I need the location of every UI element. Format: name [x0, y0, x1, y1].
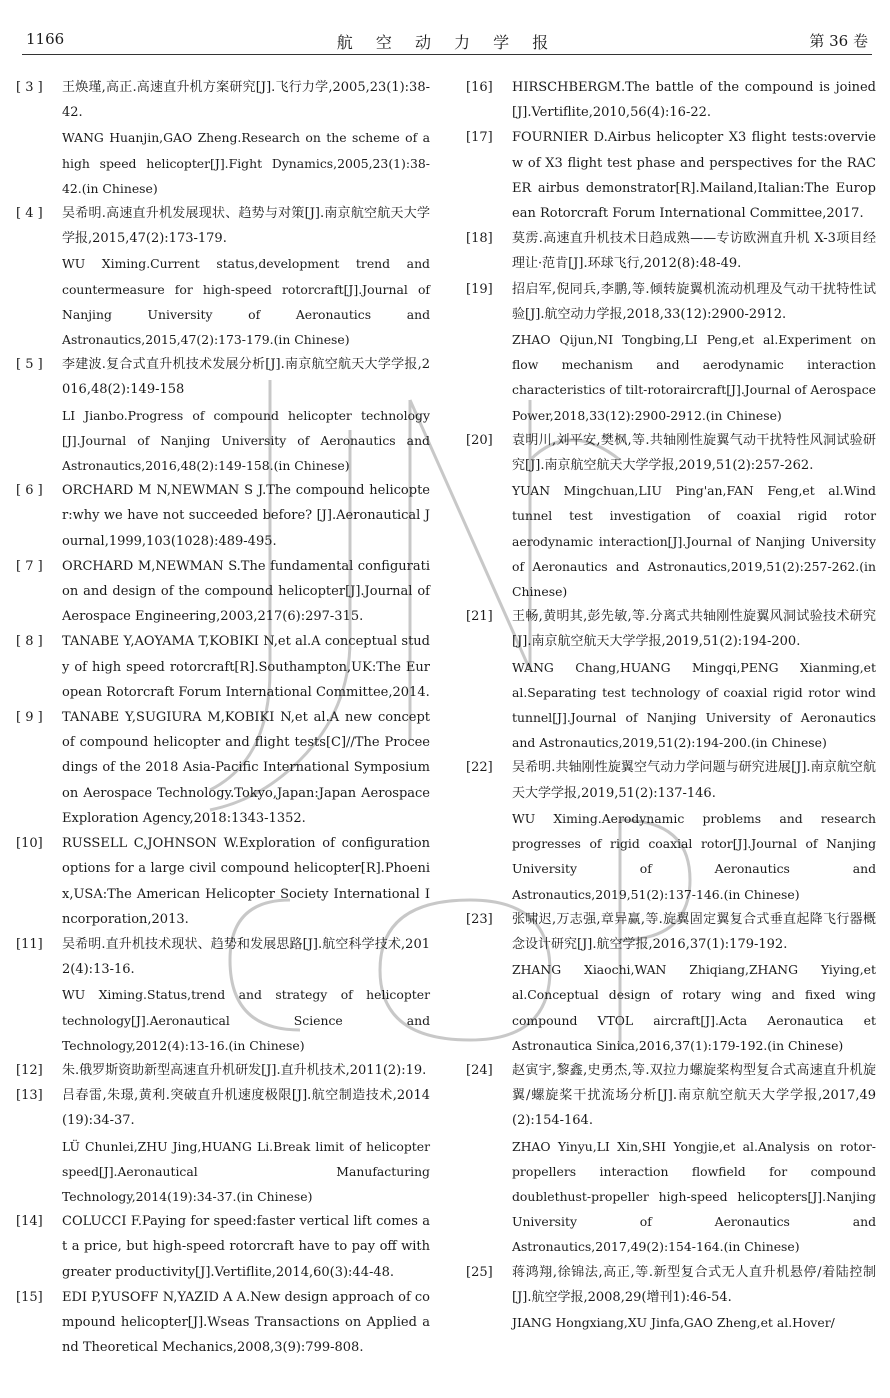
reference-25: [25] 蒋鸿翔,徐锦法,高正,等.新型复合式无人直升机悬停/着陆控制[J].航空学报,2008,29(增刊1):46-54. JIANG Hongxiang,XU Jinfa,GAO Zheng,et al.Hover/: [466, 1264, 876, 1330]
page-number: 1166: [26, 30, 65, 48]
reference-15: [15] EDI P,YUSOFF N,YAZID A A.New design approach of compound helicopter[J].Wseas Transactions on Applied and Theoretical Mechanics,2008,3(9):799-808.: [16, 1289, 430, 1356]
reference-14: [14] COLUCCI F.Paying for speed:faster vertical lift comes at a price, but high-speed rotorcraft have to pay off with greater productivity[J].Vertiflite,2014,60(3):44-48.: [16, 1214, 430, 1280]
reference-23: [23] 张啸迟,万志强,章异赢,等.旋翼固定翼复合式垂直起降飞行器概念设计研究[J].航空学报,2016,37(1):179-192. ZHANG Xiaochi,WAN Zhiqiang,ZHANG Yiying,et al.Conceptual design of rotary wing and fixed wing compound VTOL aircraft[J].Acta Aeronautica et Astronautica Sinica,2016,37(1):179-192.(in Chinese): [466, 911, 876, 1053]
reference-3: [ 3 ] 王焕瑾,高正.高速直升机方案研究[J].飞行力学,2005,23(1):38-42. WANG Huanjin,GAO Zheng.Research on the scheme of a high speed helicopter[J].Fight Dynamics,2005,23(1):38-42.(in Chinese): [16, 80, 430, 196]
reference-19: [19] 招启军,倪同兵,李鹏,等.倾转旋翼机流动机理及气动干扰特性试验[J].航空动力学报,2018,33(12):2900-2912. ZHAO Qijun,NI Tongbing,LI Peng,et al.Experiment on flow mechanism and aerodynamic interaction characteristics of tilt-rotoraircraft[J].Journal of Aerospace Power,2018,33(12):2900-2912.(in Chinese): [466, 281, 876, 423]
reference-4: [ 4 ] 吴希明.高速直升机发展现状、趋势与对策[J].南京航空航天大学学报,2015,47(2):173-179. WU Ximing.Current status,development trend and countermeasure for high-speed rotorcraft[J].Journal of Nanjing University of Aeronautics and Astronautics,2015,47(2):173-179.(in Chinese): [16, 206, 430, 348]
page-header: [22, 26, 872, 55]
reference-7: [ 7 ] ORCHARD M,NEWMAN S.The fundamental configuration and design of the compound helicopter[J].Journal of Aerospace Engineering,2003,217(6):297-315.: [16, 558, 430, 625]
reference-10: [10] RUSSELL C,JOHNSON W.Exploration of configuration options for a large civil compound helicopter[R].Phoenix,USA:The American Helicopter Society International Incorporation,2013.: [16, 836, 430, 927]
reference-6: [ 6 ] ORCHARD M N,NEWMAN S J.The compound helicopter:why we have not succeeded before? [J].Aeronautical Journal,1999,103(1028):489-495.: [16, 483, 430, 549]
volume-label: 第 36 卷: [809, 32, 868, 50]
reference-18: [18] 莫雳.高速直升机技术日趋成熟——专访欧洲直升机 X-3项目经理让·范肯[J].环球飞行,2012(8):48-49.: [466, 231, 876, 272]
reference-12: [12] 朱.俄罗斯资助新型高速直升机研发[J].直升机技术,2011(2):19.: [16, 1062, 427, 1078]
reference-9: [ 9 ] TANABE Y,SUGIURA M,KOBIKI N,et al.A new concept of compound helicopter and flight tests[C]//The Proceedings of the 2018 Asia-Pacific International Symposium on Aerospace Technology.Tokyo,Japan:Japan Aerospace Exploration Agency,2018:1343-1352.: [16, 710, 430, 826]
reference-21: [21] 王畅,黄明其,彭先敏,等.分离式共轴刚性旋翼风洞试验技术研究[J].南京航空航天大学学报,2019,51(2):194-200. WANG Chang,HUANG Mingqi,PENG Xianming,et al.Separating test technology of coaxial rigid rotor wind tunnel[J].Journal of Nanjing University of Aeronautics and Astronautics,2019,51(2):194-200.(in Chinese): [466, 609, 876, 751]
reference-24: [24] 赵寅宇,黎鑫,史勇杰,等.双拉力螺旋桨构型复合式高速直升机旋翼/螺旋桨干扰流场分析[J].南京航空航天大学学报,2017,49(2):154-164. ZHAO Yinyu,LI Xin,SHI Yongjie,et al.Analysis on rotor-propellers interaction flowfield for compound doublethust-propeller high-speed helicopters[J].Nanjing University of Aeronautics and Astronautics,2017,49(2):154-164.(in Chinese): [466, 1062, 876, 1255]
reference-11: [11] 吴希明.直升机技术现状、趋势和发展思路[J].航空科学技术,2012(4):13-16. WU Ximing.Status,trend and strategy of helicopter technology[J].Aeronautical Science and Technology,2012(4):13-16.(in Chinese): [16, 936, 430, 1053]
reference-22: [22] 吴希明.共轴刚性旋翼空气动力学问题与研究进展[J].南京航空航天大学学报,2019,51(2):137-146. WU Ximing.Aerodynamic problems and research progresses of rigid coaxial rotor[J].Journal of Nanjing University of Aeronautics and Astronautics,2019,51(2):137-146.(in Chinese): [466, 760, 876, 902]
reference-8: [ 8 ] TANABE Y,AOYAMA T,KOBIKI N,et al.A conceptual study of high speed rotorcraft[R].Southampton,UK:The European Rotorcraft Forum International Committee,2014.: [16, 634, 430, 700]
reference-20: [20] 袁明川,刘平安,樊枫,等.共轴刚性旋翼气动干扰特性风洞试验研究[J].南京航空航天大学学报,2019,51(2):257-262. YUAN Mingchuan,LIU Ping'an,FAN Feng,et al.Wind tunnel test investigation of coaxial rigid rotor aerodynamic interaction[J].Journal of Nanjing University of Aeronautics and Astronautics,2019,51(2):257-262.(in Chinese): [466, 432, 876, 600]
right-column: [466, 75, 876, 1335]
reference-16: [16] HIRSCHBERGM.The battle of the compound is joined [J].Vertiflite,2010,56(4):16-22.: [466, 80, 876, 121]
reference-5: [ 5 ] 李建波.复合式直升机技术发展分析[J].南京航空航天大学学报,2016,48(2):149-158 LI Jianbo.Progress of compound helicopter technology [J].Journal of Nanjing University of Aeronautics and Astronautics,2016,48(2):149-158.(in Chinese): [16, 357, 430, 474]
left-column: [16, 75, 430, 1360]
reference-13: [13] 吕春雷,朱璟,黄利.突破直升机速度极限[J].航空制造技术,2014(19):34-37. LÜ Chunlei,ZHU Jing,HUANG Li.Break limit of helicopter speed[J].Aeronautical Manufacturing Technology,2014(19):34-37.(in Chinese): [16, 1088, 430, 1204]
reference-17: [17] FOURNIER D.Airbus helicopter X3 flight tests:overview of X3 flight test phase and perspectives for the RACER airbus demonstrator[R].Mailand,Italian:The European Rotorcraft Forum International Committee,2017.: [466, 130, 876, 222]
journal-title: 航 空 动 力 学 报: [336, 33, 558, 52]
